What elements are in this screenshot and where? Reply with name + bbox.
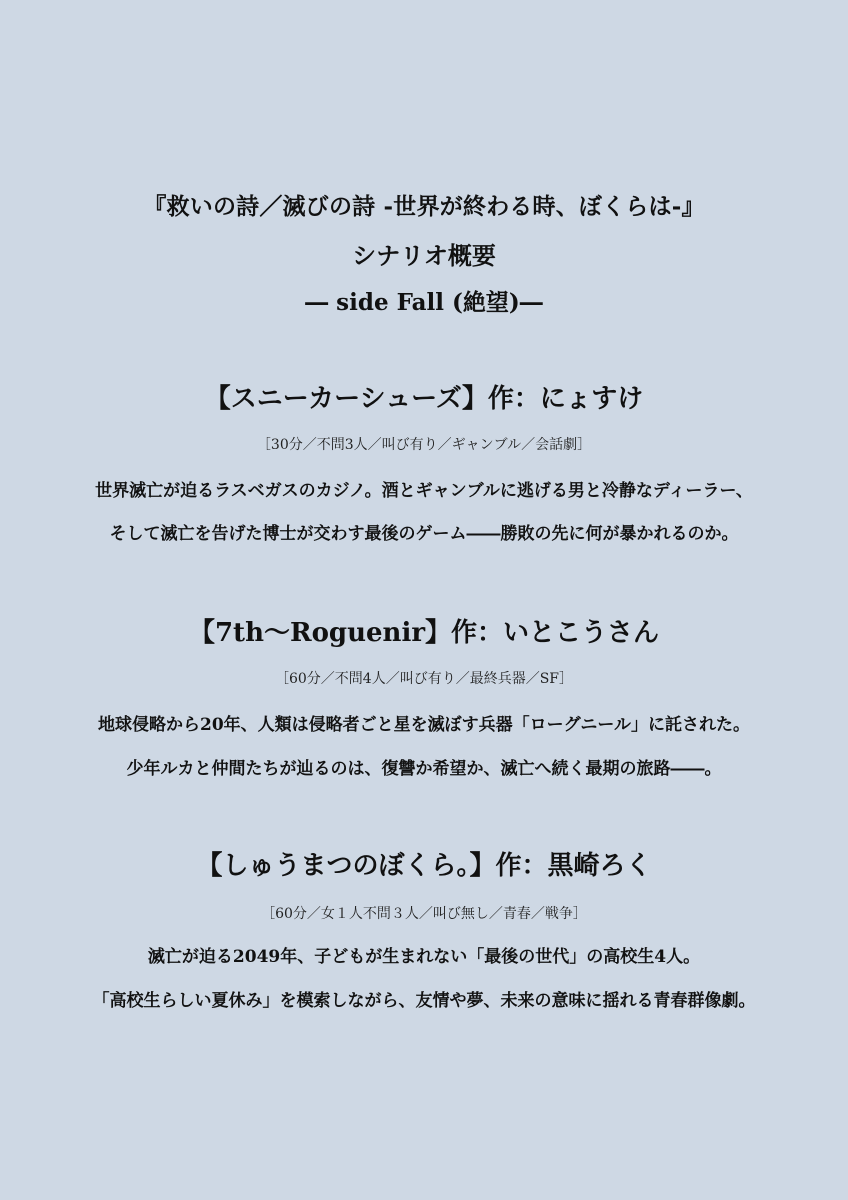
scenario-description-line: 少年ルカと仲間たちが辿るのは、復讐か希望か、滅亡へ続く最期の旅路――。 (126, 759, 722, 779)
scenario-title: 【スニーカーシューズ】作：にょすけ (204, 384, 644, 414)
scenario-tags: ［60分／不問4人／叫び有り／最終兵器／SF］ (274, 671, 574, 687)
page-subtitle: シナリオ概要 (352, 241, 496, 270)
scenario-description-line: そして滅亡を告げた博士が交わす最後のゲーム――勝敗の先に何が暴かれるのか。 (109, 524, 739, 544)
scenario-description-line: 「高校生らしい夏休み」を模索しながら、友情や夢、未来の意味に揺れる青春群像劇。 (92, 991, 756, 1011)
scenario-description-line: 滅亡が迫る2049年、子どもが生まれない「最後の世代」の高校生4人。 (147, 947, 701, 967)
scenario-description-line: 世界滅亡が迫るラスベガスのカジノ。酒とギャンブルに逃げる男と冷静なディーラー、 (95, 481, 753, 501)
scenario-tags: ［30分／不問3人／叫び有り／ギャンブル／会話劇］ (256, 437, 592, 453)
scenario-title: 【しゅうまつのぼくら。】作：黒崎ろく (196, 851, 652, 881)
scenario-description-line: 地球侵略から20年、人類は侵略者ごと星を滅ぼす兵器「ローグニール」に託された。 (98, 715, 750, 735)
side-label: ― side Fall (絶望)― (305, 289, 543, 316)
scenario-tags: ［60分／女１人不問３人／叫び無し／青春／戦争］ (261, 906, 587, 922)
scenario-title: 【7th～Roguenir】作：いとこうさん (188, 618, 660, 648)
page-title: 『救いの詩／滅びの詩 -世界が終わる時、ぼくらは-』 (143, 193, 705, 220)
